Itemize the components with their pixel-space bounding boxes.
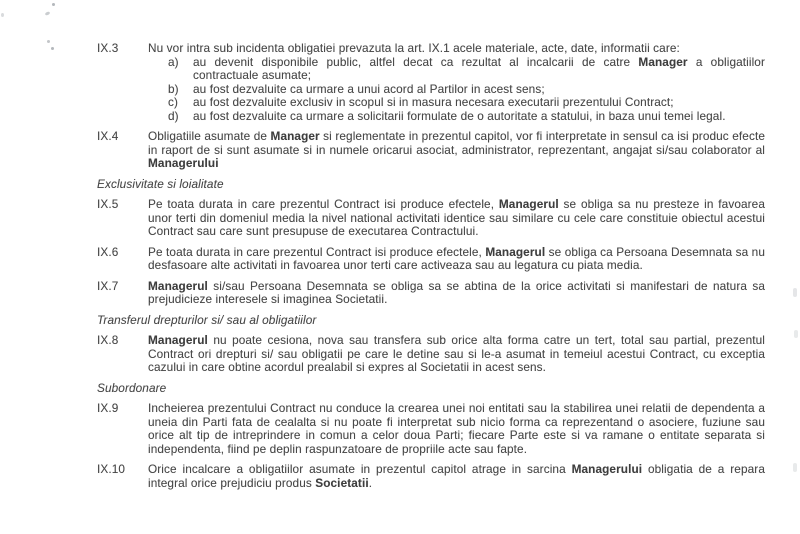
clause-IX.9 [97, 402, 765, 456]
item-letter: c) [168, 95, 179, 109]
clause-IX.6 [97, 246, 765, 273]
text-run: Nu vor intra sub incidenta obligatiei prevazuta la art. IX.1 acele materiale, acte, date, informatii care: [148, 41, 680, 55]
text-run: Pe toata durata in care prezentul Contract isi produce efectele, [148, 244, 486, 259]
text-run: obligatia de a repara integral orice prejudiciu produs [148, 462, 765, 490]
bold-term: Societatii [315, 475, 369, 490]
text-run: au fost dezvaluite ca urmare a solicitarii formulate de o autoritate a statului, in baza unui temei legal. [193, 108, 726, 123]
text-run: . [368, 475, 373, 490]
clause-number: IX.3 [97, 41, 119, 55]
item-letter: a) [168, 54, 179, 69]
text-run: Obligatiile asumate de [148, 129, 271, 143]
clause-content [148, 130, 765, 171]
clause-content [148, 246, 765, 273]
bold-term: Managerul [148, 333, 208, 347]
text-run: se obliga ca Persoana Desemnata sa nu desfasoare alte activitati in favoarea unor terti care activeaza sau au legatura cu piata media. [148, 244, 765, 272]
text-run: Pe toata durata in care prezentul Contract isi produce efectele, [148, 197, 499, 211]
clause-content [148, 42, 765, 123]
bold-term: Managerul [485, 244, 546, 259]
clause-IX.10 [97, 463, 765, 490]
bold-term: Managerul [498, 197, 559, 211]
item-text [193, 83, 765, 97]
scan-artifact [1, 13, 4, 17]
clause-text [148, 130, 765, 171]
clause-content [148, 198, 765, 239]
clause-IX.8 [97, 334, 765, 375]
scan-artifact [793, 288, 797, 297]
clause-item [148, 56, 765, 83]
bold-term: Manager [270, 129, 320, 143]
clause-IX.3 [97, 42, 765, 123]
clause-number: IX.5 [97, 197, 119, 211]
text-run: si/sau Persoana Desemnata se obliga sa se abtina de la orice activitati si manifestari de natura sa prejudicieze interesele si imaginea Societatii. [148, 278, 765, 306]
clause-content [148, 334, 765, 375]
section-heading: Transferul drepturilor si/ sau al obligatiilor [97, 312, 317, 327]
clause-text [148, 402, 765, 456]
clause-number: IX.10 [97, 462, 126, 476]
text-run: si reglementate in prezentul capitol, vor fi interpretate in sensul ca isi produc efecte in raport de si sunt asumate si in numele oricarui asociat, administrator, reprezentant, angajat si/sau colaborator al [148, 129, 765, 157]
scan-artifact [45, 11, 51, 16]
bold-term: Managerului [148, 156, 219, 170]
scan-artifact [793, 463, 797, 472]
item-letter: d) [168, 108, 179, 123]
clause-text [148, 42, 765, 56]
clause-number: IX.6 [97, 244, 119, 259]
scan-artifact [52, 3, 55, 6]
scan-artifact [51, 47, 54, 50]
clause-item [148, 110, 765, 124]
clause-text [148, 334, 765, 375]
clause-content [148, 280, 765, 307]
clause-content [148, 402, 765, 456]
bold-term: Managerului [571, 462, 643, 476]
item-text [193, 96, 765, 110]
clause-number: IX.8 [97, 333, 119, 347]
text-run: Incheierea prezentului Contract nu conduce la crearea unei noi entitati sau la stabilirea unei relatii de dependenta a uneia din Parti fata de cealalta si nu poate fi interpretat sub nicio forma ca reprezentand o asociere, fuziune sau orice alt tip de intreprindere in comun a celor doua Parti; fiecare Parte este si va ramane o entitate separata si independenta, fiind pe deplin raspunzatoare de propriile acte sau fapte. [148, 401, 765, 456]
section-heading: Subordonare [97, 380, 167, 395]
clause-text [148, 280, 765, 307]
clause-number: IX.4 [97, 129, 119, 143]
bold-term: Managerul [148, 278, 208, 293]
text-run: au devenit disponibile public, altfel decat ca rezultat al incalcarii de catre [193, 54, 639, 69]
item-letter: b) [168, 81, 179, 96]
scan-artifact [794, 330, 798, 338]
clause-item [148, 83, 765, 97]
text-run: Orice incalcare a obligatiilor asumate in prezentul capitol atrage in sarcina [148, 462, 572, 476]
clause-IX.7 [97, 280, 765, 307]
text-run: a obligatiilor contractuale asumate; [193, 54, 765, 82]
text-run: se obliga sa nu presteze in favoarea unor terti din domeniul media la nivel national activitati identice sau similare cu cele care constituie obiectul acestui Contract sau care sunt presupuse de executarea Contractului. [148, 197, 765, 238]
document-body [97, 42, 765, 497]
section-heading: Exclusivitate si loialitate [97, 176, 224, 191]
clause-IX.4 [97, 130, 765, 171]
item-text [193, 56, 765, 83]
clause-text [148, 463, 765, 490]
text-run: au fost dezvaluite ca urmare a unui acord al Partilor in acest sens; [193, 81, 545, 96]
clause-text [148, 198, 765, 239]
text-run: au fost dezvaluite exclusiv in scopul si in masura necesara executarii prezentului Contract; [193, 95, 674, 109]
clause-number: IX.7 [97, 278, 119, 293]
clause-IX.5 [97, 198, 765, 239]
clause-item [148, 96, 765, 110]
item-text [193, 110, 765, 124]
clause-number: IX.9 [97, 401, 119, 415]
scan-artifact [47, 40, 50, 43]
text-run: nu poate cesiona, nova sau transfera sub orice alta forma catre un tert, total sau partial, prezentul Contract ori drepturi si/ sau obligatii pe care le detine sau si le-a asumat in temeiul acestui Contract, cu exceptia cazului in care obtine acordul prealabil si expres al Societatii in acest sens. [148, 333, 765, 374]
bold-term: Manager [638, 54, 688, 69]
clause-text [148, 246, 765, 273]
clause-content [148, 463, 765, 490]
